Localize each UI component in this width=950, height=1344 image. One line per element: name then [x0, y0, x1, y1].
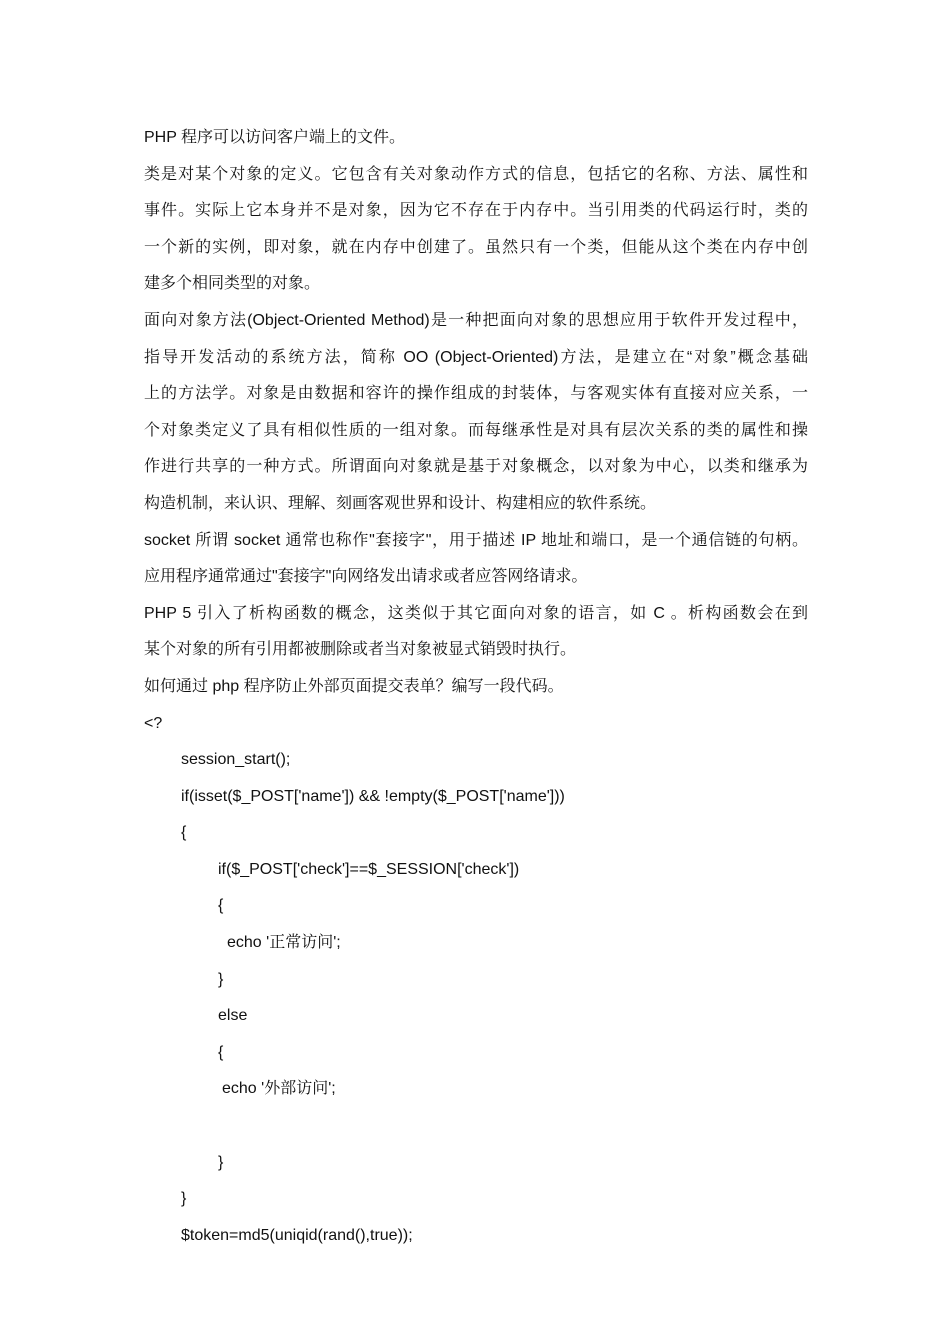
- code-line: session_start();: [181, 751, 291, 769]
- text-line: 某个对象的所有引用都被删除或者当对象被显式销毁时执行。: [144, 641, 577, 659]
- code-line: echo '外部访问';: [222, 1080, 336, 1098]
- paragraph-php-file-access: PHP 程序可以访问客户端上的文件。: [144, 129, 406, 146]
- paragraph-php5-destructor: [144, 596, 808, 669]
- text-line: 事件。实际上它本身并不是对象，因为它不存在于内存中。当引用类的代码运行时，类的: [144, 202, 808, 220]
- text-line: 应用程序通常通过"套接字"向网络发出请求或者应答网络请求。: [144, 568, 588, 586]
- text-line: 面向对象方法(Object-Oriented Method)是一种把面向对象的思想应用于软件开发过程中，: [144, 311, 808, 329]
- text-line: 构造机制，来认识、理解、刻画客观世界和设计、构建相应的软件系统。: [144, 494, 657, 512]
- code-line: if($_POST['check']==$_SESSION['check']): [218, 860, 520, 878]
- paragraph-object-oriented-method: [144, 303, 808, 523]
- paragraph-class-definition: [144, 157, 808, 303]
- text-line: socket 所谓 socket 通常也称作"套接字"，用于描述 IP 地址和端口，是一个通信链的句柄。: [144, 531, 808, 549]
- code-line: {: [181, 824, 187, 842]
- code-line: {: [218, 1043, 224, 1061]
- code-line: if(isset($_POST['name']) && !empty($_POST['name'])): [181, 787, 565, 805]
- text-line: 建多个相同类型的对象。: [144, 275, 321, 293]
- text-line: PHP 5 引入了析构函数的概念，这类似于其它面向对象的语言，如 C 。析构函数会在到: [144, 604, 808, 622]
- text-line: 个对象类定义了具有相似性质的一组对象。而每继承性是对具有层次关系的类的属性和操: [144, 421, 808, 439]
- code-block: [144, 706, 808, 1255]
- code-line: <?: [144, 714, 163, 732]
- code-line: $token=md5(uniqid(rand(),true));: [181, 1226, 413, 1244]
- paragraph-socket: [144, 523, 808, 596]
- code-line: }: [218, 1153, 224, 1171]
- text-line: 作进行共享的一种方式。所谓面向对象就是基于对象概念，以对象为中心，以类和继承为: [144, 458, 808, 476]
- question-prevent-external-form: 如何通过 php 程序防止外部页面提交表单？编写一段代码。: [144, 677, 564, 695]
- code-line: }: [181, 1190, 187, 1208]
- code-line: else: [218, 1007, 248, 1025]
- code-line: }: [218, 970, 224, 988]
- text-line: 类是对某个对象的定义。它包含有关对象动作方式的信息，包括它的名称、方法、属性和: [144, 165, 808, 183]
- code-blank-line: [144, 1108, 808, 1145]
- text-line: 指导开发活动的系统方法，简称 OO (Object-Oriented)方法，是建立在“对象”概念基础: [144, 348, 808, 366]
- text-line: 一个新的实例，即对象，就在内存中创建了。虽然只有一个类，但能从这个类在内存中创: [144, 238, 808, 256]
- code-line: {: [218, 897, 224, 915]
- code-line: echo '正常访问';: [227, 934, 341, 952]
- text-line: 上的方法学。对象是由数据和容许的操作组成的封装体，与客观实体有直接对应关系，一: [144, 385, 808, 403]
- document-body: [144, 120, 808, 1254]
